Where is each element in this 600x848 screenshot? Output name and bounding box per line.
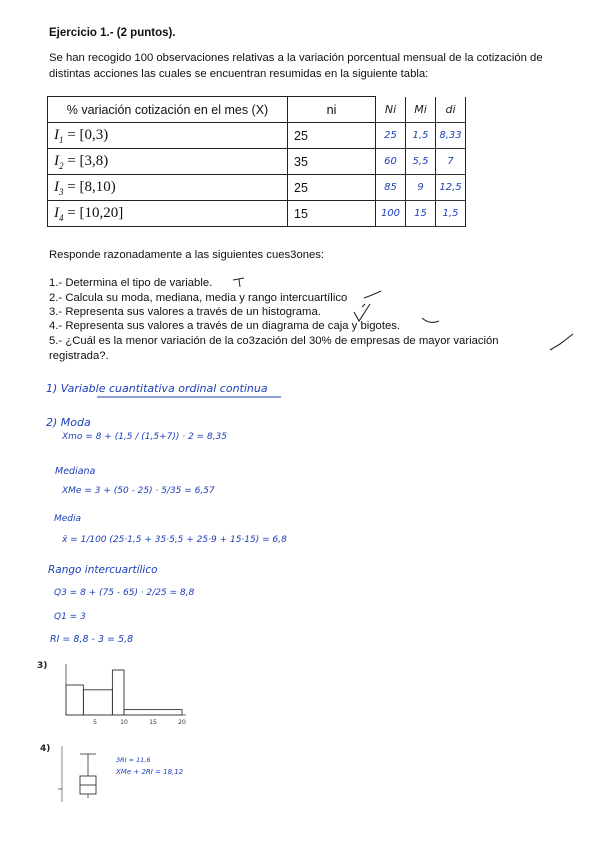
- tick-mark-icon: [420, 316, 442, 326]
- tick-mark-icon: [548, 330, 576, 354]
- moda-formula: Xmo = 8 + (1,5 / (1,5+7)) · 2 = 8,35: [62, 432, 227, 442]
- table-row: [48, 123, 466, 149]
- media-formula: x̄ = 1/100 (25·1,5 + 35·5,5 + 25·9 + 15·15) = 6,8: [62, 535, 287, 545]
- answer-4-label: 4): [40, 744, 51, 754]
- di-cell: 8,33: [436, 123, 466, 149]
- header-di: di: [436, 97, 466, 123]
- questions-lead: Responde razonadamente a las siguientes cues3ones:: [49, 249, 325, 261]
- table-row: [48, 149, 466, 175]
- header-ni: ni: [288, 97, 376, 123]
- histogram-x-tick: 20: [178, 719, 186, 726]
- q1-value: Q1 = 3: [54, 612, 86, 622]
- answer-2-heading: 2) Moda: [46, 416, 91, 429]
- exercise-title: Ejercicio 1.- (2 puntos).: [49, 27, 176, 39]
- interval-cell: $I_3 = [8,10)$: [48, 175, 288, 201]
- Mi-cell: 9: [406, 175, 436, 201]
- table-row: [48, 175, 466, 201]
- answer-1: 1) Variable cuantitativa ordinal continua: [46, 382, 268, 395]
- Ni-cell: 100: [376, 201, 406, 227]
- rango-heading: Rango intercuartílico: [48, 564, 158, 576]
- tick-mark-icon: [230, 276, 250, 290]
- q3-formula: Q3 = 8 + (75 - 65) · 2/25 = 8,8: [54, 588, 195, 598]
- interval-cell: $I_1 = [0,3)$: [48, 123, 288, 149]
- media-heading: Media: [54, 514, 82, 524]
- header-Ni: Ni: [376, 97, 406, 123]
- table-header-row: [48, 97, 466, 123]
- di-cell: 1,5: [436, 201, 466, 227]
- interval-cell: $I_2 = [3,8)$: [48, 149, 288, 175]
- Ni-cell: 60: [376, 149, 406, 175]
- question-1: 1.- Determina el tipo de variable.: [49, 277, 213, 289]
- di-cell: 7: [436, 149, 466, 175]
- ni-cell: 25: [288, 175, 376, 201]
- header-variable: % variación cotización en el mes (X): [48, 97, 288, 123]
- mediana-heading: Mediana: [55, 466, 96, 477]
- Mi-cell: 15: [406, 201, 436, 227]
- ni-cell: 25: [288, 123, 376, 149]
- histogram-x-tick: 5: [93, 719, 97, 726]
- question-5: 5.- ¿Cuál es la menor variación de la co3zación del 30% de empresas de mayor variación registrada?.: [49, 335, 499, 362]
- answer-3-label: 3): [37, 661, 48, 671]
- ri-value: RI = 8,8 - 3 = 5,8: [50, 634, 134, 645]
- data-table: [47, 96, 466, 227]
- ni-cell: 35: [288, 149, 376, 175]
- histogram-bar: [124, 710, 182, 715]
- histogram-bar: [112, 670, 124, 715]
- table-row: [48, 201, 466, 227]
- question-4: 4.- Representa sus valores a través de un diagrama de caja y bigotes.: [49, 320, 401, 332]
- boxplot-note-2: XMe + 2RI = 18,12: [116, 768, 184, 776]
- boxplot-sketch: [56, 742, 116, 807]
- di-cell: 12,5: [436, 175, 466, 201]
- Mi-cell: 1,5: [406, 123, 436, 149]
- question-2: 2.- Calcula su moda, mediana, media y rango intercuartílico: [49, 292, 348, 304]
- tick-mark-icon: [350, 301, 374, 325]
- histogram-sketch: [56, 660, 196, 730]
- tick-mark-icon: [362, 288, 384, 302]
- underline-icon: [95, 394, 285, 400]
- histogram-x-tick: 15: [149, 719, 157, 726]
- mediana-formula: XMe = 3 + (50 - 25) · 5/35 = 6,57: [62, 486, 215, 496]
- Mi-cell: 5,5: [406, 149, 436, 175]
- histogram-x-tick: 10: [120, 719, 128, 726]
- Ni-cell: 85: [376, 175, 406, 201]
- interval-cell: $I_4 = [10,20]$: [48, 201, 288, 227]
- header-Mi: Mi: [406, 97, 436, 123]
- histogram-bar: [83, 690, 112, 715]
- question-3: 3.- Representa sus valores a través de un histograma.: [49, 306, 321, 318]
- Ni-cell: 25: [376, 123, 406, 149]
- ni-cell: 15: [288, 201, 376, 227]
- boxplot-note-1: 3RI = 11,6: [116, 756, 151, 764]
- exercise-intro: Se han recogido 100 observaciones relativas a la variación porcentual mensual de la cotización de distintas acciones las cuales se encuentran resumidas en la siguiente tabla:: [49, 52, 543, 80]
- histogram-bar: [66, 685, 83, 715]
